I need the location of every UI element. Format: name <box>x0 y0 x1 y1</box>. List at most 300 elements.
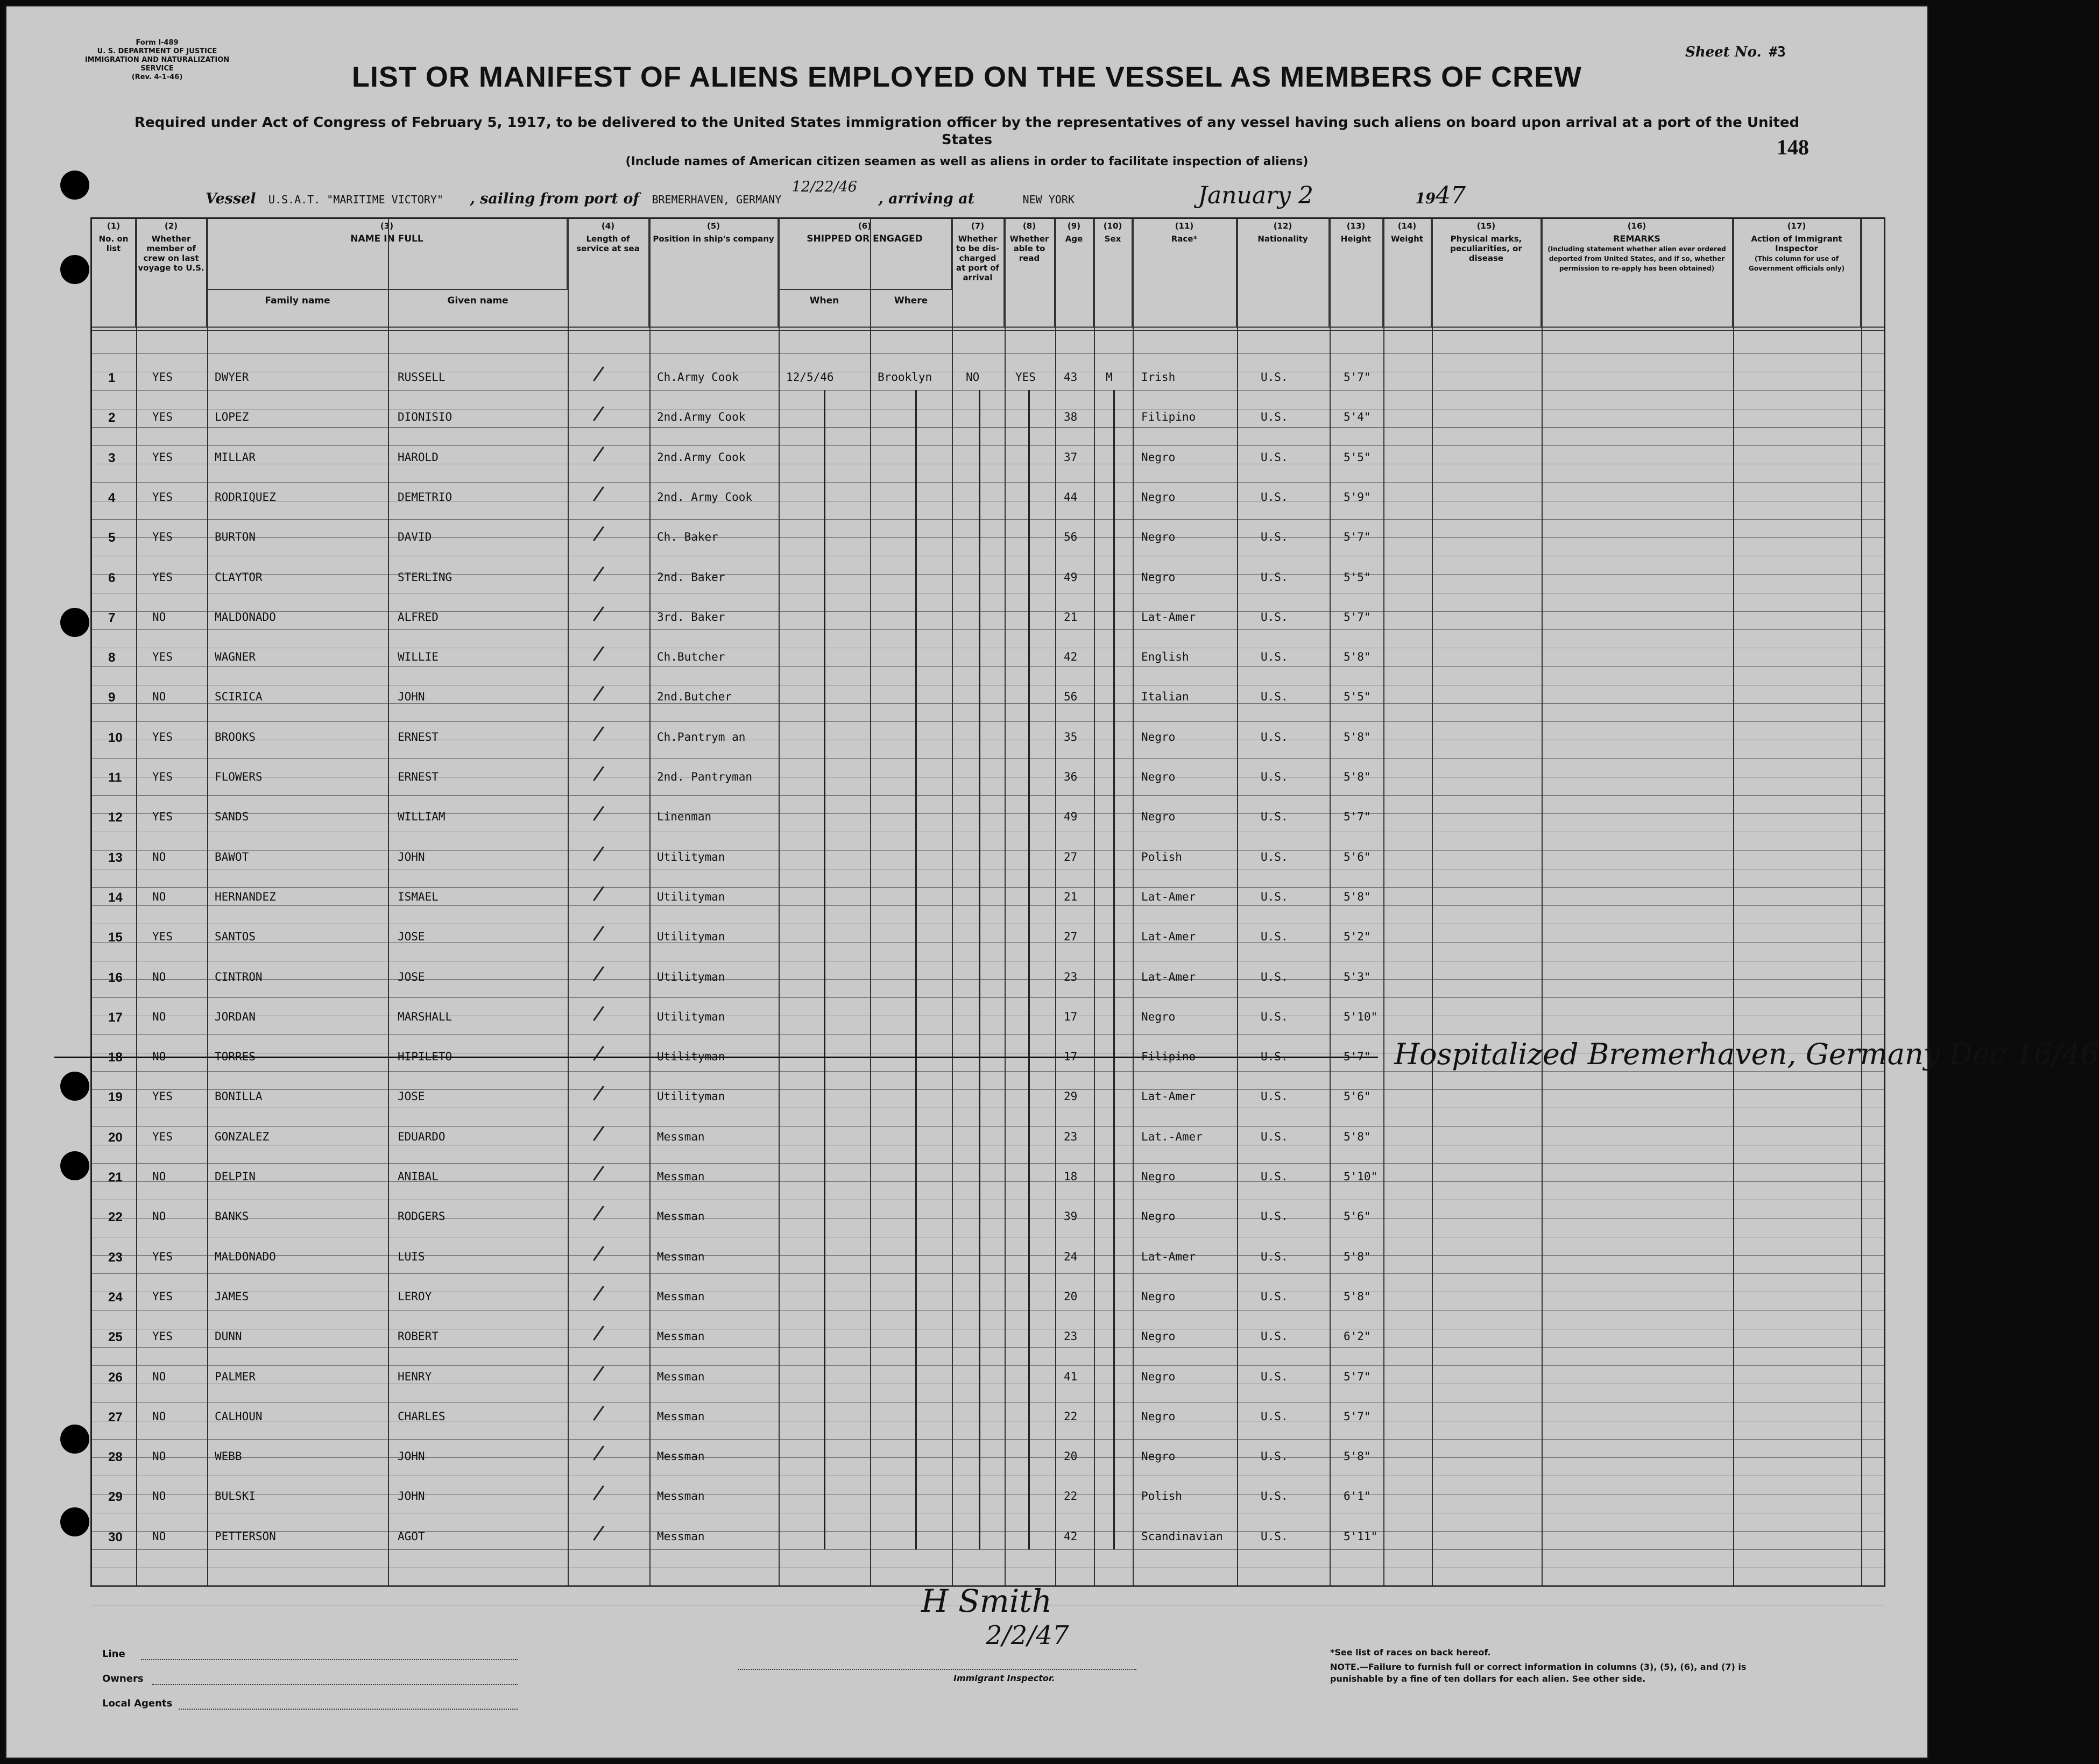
row-race: Polish <box>1141 850 1182 863</box>
col-header-marks: (15) Physical marks, peculiarities, or disease <box>1432 219 1542 327</box>
row-position: 2nd. Army Cook <box>657 490 753 504</box>
row-family-name: BURTON <box>215 530 256 544</box>
ditto-line <box>1113 390 1115 1549</box>
row-nationality: U.S. <box>1261 1050 1288 1064</box>
row-position: 2nd. Baker <box>657 570 725 584</box>
punch-hole <box>60 255 89 284</box>
row-height: 5'7" <box>1344 610 1371 624</box>
row-nationality: U.S. <box>1261 1529 1288 1543</box>
row-given-name: LEROY <box>398 1290 432 1303</box>
service-tick-mark <box>593 1406 604 1421</box>
row-position: Utilityman <box>657 890 725 903</box>
service-tick-mark <box>593 686 604 701</box>
page-number: 148 <box>1777 135 1809 159</box>
row-number: 28 <box>108 1450 123 1465</box>
row-nationality: U.S. <box>1261 1450 1288 1463</box>
row-position: Messman <box>657 1450 705 1463</box>
service-tick-mark <box>593 1126 604 1141</box>
row-race: Negro <box>1141 1010 1176 1023</box>
row-height: 5'4" <box>1344 410 1371 424</box>
subheader-family-name: Family name <box>265 295 330 306</box>
row-race: Negro <box>1141 1170 1176 1183</box>
row-nationality: U.S. <box>1261 1010 1288 1023</box>
row-position: Messman <box>657 1529 705 1543</box>
row-family-name: SANTOS <box>215 930 256 944</box>
row-race: Negro <box>1141 1409 1176 1423</box>
punch-hole <box>60 1425 89 1454</box>
row-family-name: MALDONADO <box>215 1250 276 1263</box>
row-number: 10 <box>108 730 123 745</box>
row-nationality: U.S. <box>1261 810 1288 824</box>
row-prev-voyage: NO <box>152 1450 166 1463</box>
row-position: Utilityman <box>657 850 725 863</box>
row-family-name: HERNANDEZ <box>215 890 276 903</box>
col-header-discharged: (7) Whether to be dis-charged at port of arrival <box>952 219 1005 327</box>
row-race: Negro <box>1141 1330 1176 1343</box>
col-header-name: (3) NAME IN FULL <box>207 219 568 289</box>
row-number: 21 <box>108 1170 123 1185</box>
row-family-name: CALHOUN <box>215 1409 263 1423</box>
row-height: 5'9" <box>1344 490 1371 504</box>
row-nationality: U.S. <box>1261 850 1288 863</box>
row-nationality: U.S. <box>1261 371 1288 384</box>
row-given-name: JOSE <box>398 1090 425 1103</box>
penalty-note: NOTE.—Failure to furnish full or correct information in columns (3), (5), (6), and (7) is punishable by a fine of ten dollars for each alien. See other side. <box>1330 1662 1747 1684</box>
row-race: Lat.-Amer <box>1141 1130 1203 1143</box>
row-prev-voyage: YES <box>152 930 173 944</box>
row-race: Filipino <box>1141 410 1196 424</box>
row-age: 17 <box>1064 1010 1078 1023</box>
row-given-name: CHARLES <box>398 1409 446 1423</box>
row-nationality: U.S. <box>1261 930 1288 944</box>
row-race: Negro <box>1141 1210 1176 1223</box>
row-height: 5'11" <box>1344 1529 1378 1543</box>
row-position: Messman <box>657 1370 705 1383</box>
row-family-name: JORDAN <box>215 1010 256 1023</box>
punch-hole <box>60 1072 89 1101</box>
owners-label: Owners <box>102 1673 144 1684</box>
row-family-name: BONILLA <box>215 1090 263 1103</box>
row-number: 15 <box>108 930 123 945</box>
row-position: 2nd. Pantryman <box>657 770 753 783</box>
row-given-name: JOSE <box>398 930 425 944</box>
row-position: Linenman <box>657 810 712 824</box>
row-position: Utilityman <box>657 930 725 944</box>
row-prev-voyage: YES <box>152 371 173 384</box>
row-nationality: U.S. <box>1261 410 1288 424</box>
row-nationality: U.S. <box>1261 1330 1288 1343</box>
row-given-name: ERNEST <box>398 770 439 783</box>
subtitle: Required under Act of Congress of February 5, 1917, to be delivered to the United States immigration officer by the representatives of any vessel having such aliens on board upon arrival at a port of the United States <box>134 115 1800 148</box>
row-prev-voyage: YES <box>152 1330 173 1343</box>
row-age: 21 <box>1064 890 1078 903</box>
row-nationality: U.S. <box>1261 770 1288 783</box>
row-nationality: U.S. <box>1261 730 1288 743</box>
row-number: 20 <box>108 1130 123 1145</box>
row-height: 5'8" <box>1344 1450 1371 1463</box>
local-agents-label: Local Agents <box>102 1698 173 1709</box>
row-position: Ch. Baker <box>657 530 718 544</box>
row-age: 29 <box>1064 1090 1078 1103</box>
row-family-name: FLOWERS <box>215 770 263 783</box>
row-prev-voyage: NO <box>152 1010 166 1023</box>
row-given-name: DIONISIO <box>398 410 453 424</box>
subheader-given-name: Given name <box>447 295 508 306</box>
service-tick-mark <box>593 606 604 621</box>
row-given-name: ANIBAL <box>398 1170 439 1183</box>
row-age: 56 <box>1064 690 1078 704</box>
row-age: 23 <box>1064 1130 1078 1143</box>
service-tick-mark <box>593 1485 604 1500</box>
row-nationality: U.S. <box>1261 610 1288 624</box>
service-tick-mark <box>593 1526 604 1541</box>
row-position: Messman <box>657 1330 705 1343</box>
row-number: 25 <box>108 1330 123 1345</box>
row-height: 5'6" <box>1344 1090 1371 1103</box>
row-number: 17 <box>108 1010 123 1025</box>
row-age: 24 <box>1064 1250 1078 1263</box>
row-prev-voyage: YES <box>152 570 173 584</box>
row-given-name: MARSHALL <box>398 1010 453 1023</box>
row-race: Lat-Amer <box>1141 610 1196 624</box>
row-given-name: ERNEST <box>398 730 439 743</box>
row-prev-voyage: NO <box>152 890 166 903</box>
row-family-name: JAMES <box>215 1290 249 1303</box>
subtitle-note: (Include names of American citizen seamen as well as aliens in order to facilitate inspection of aliens) <box>625 155 1309 168</box>
row-race: Negro <box>1141 1290 1176 1303</box>
row-position: Utilityman <box>657 1010 725 1023</box>
row-given-name: HAROLD <box>398 450 439 464</box>
page-title: LIST OR MANIFEST OF ALIENS EMPLOYED ON THE VESSEL AS MEMBERS OF CREW <box>351 61 1582 93</box>
row-given-name: EDUARDO <box>398 1130 446 1143</box>
row-family-name: SCIRICA <box>215 690 263 704</box>
row-nationality: U.S. <box>1261 450 1288 464</box>
row-height: 6'2" <box>1344 1330 1371 1343</box>
row-race: Lat-Amer <box>1141 1090 1196 1103</box>
ditto-line <box>979 390 980 1549</box>
ditto-line <box>824 390 825 1549</box>
service-tick-mark <box>593 526 604 541</box>
ditto-line <box>915 390 917 1549</box>
row-family-name: TORRES <box>215 1050 256 1064</box>
row-shipped-where: Brooklyn <box>878 371 932 384</box>
row-race: Filipino <box>1141 1050 1196 1064</box>
row-number: 23 <box>108 1250 123 1265</box>
row-prev-voyage: NO <box>152 690 166 704</box>
service-tick-mark <box>593 1326 604 1341</box>
row-family-name: SANDS <box>215 810 249 824</box>
row-family-name: DELPIN <box>215 1170 256 1183</box>
service-tick-mark <box>593 646 604 661</box>
subheader-when: When <box>809 295 839 306</box>
service-tick-mark <box>593 1446 604 1461</box>
row-position: Messman <box>657 1210 705 1223</box>
service-tick-mark <box>593 366 604 381</box>
row-position: Messman <box>657 1290 705 1303</box>
row-prev-voyage: NO <box>152 1210 166 1223</box>
row-number: 14 <box>108 890 123 905</box>
row-race: Negro <box>1141 490 1176 504</box>
service-tick-mark <box>593 726 604 741</box>
row-given-name: AGOT <box>398 1529 425 1543</box>
row-family-name: DWYER <box>215 371 249 384</box>
row-race: Negro <box>1141 450 1176 464</box>
punch-hole <box>60 171 89 200</box>
manifest-sheet <box>5 5 2099 1759</box>
row-given-name: DEMETRIO <box>398 490 453 504</box>
arriving-port: NEW YORK <box>1022 193 1075 206</box>
row-number: 3 <box>108 450 116 465</box>
row-height: 5'5" <box>1344 690 1371 704</box>
row-race: English <box>1141 650 1189 664</box>
row-given-name: RUSSELL <box>398 371 446 384</box>
col-header-weight: (14) Weight <box>1383 219 1432 327</box>
service-tick-mark <box>593 1166 604 1181</box>
row-prev-voyage: YES <box>152 650 173 664</box>
row-given-name: LUIS <box>398 1250 425 1263</box>
row-family-name: PETTERSON <box>215 1529 276 1543</box>
row-race: Negro <box>1141 810 1176 824</box>
service-tick-mark <box>593 926 604 941</box>
arrival-date: January 2 <box>1198 182 1313 209</box>
row-prev-voyage: NO <box>152 1529 166 1543</box>
row-prev-voyage: NO <box>152 850 166 863</box>
row-family-name: BAWOT <box>215 850 249 863</box>
row-height: 5'7" <box>1344 1050 1371 1064</box>
row-prev-voyage: YES <box>152 730 173 743</box>
row-nationality: U.S. <box>1261 1290 1288 1303</box>
row-prev-voyage: NO <box>152 610 166 624</box>
row-race: Negro <box>1141 730 1176 743</box>
col-header-age: (9) Age <box>1055 219 1094 327</box>
row-given-name: STERLING <box>398 570 453 584</box>
row-given-name: JOHN <box>398 690 425 704</box>
row-race: Negro <box>1141 1370 1176 1383</box>
row-age: 42 <box>1064 1529 1078 1543</box>
row-age: 39 <box>1064 1210 1078 1223</box>
row-number: 29 <box>108 1490 123 1505</box>
form-identifier: Form I-489 U. S. DEPARTMENT OF JUSTICE IMMIGRATION AND NATURALIZATION SERVICE (Rev. 4-1-46) <box>84 39 230 81</box>
punch-hole <box>60 1507 89 1536</box>
row-number: 8 <box>108 650 116 665</box>
row-race: Lat-Amer <box>1141 1250 1196 1263</box>
service-tick-mark <box>593 886 604 901</box>
row-position: 2nd.Butcher <box>657 690 732 704</box>
row-age: 38 <box>1064 410 1078 424</box>
row-age: 23 <box>1064 1330 1078 1343</box>
col-header-race: (11) Race* <box>1133 219 1237 327</box>
sailing-date: 12/22/46 <box>791 179 857 195</box>
row-race: Irish <box>1141 371 1176 384</box>
sheet-number: Sheet No. #3 <box>1685 44 1786 60</box>
row-number: 4 <box>108 490 116 505</box>
service-tick-mark <box>593 447 604 462</box>
vessel-line: Vessel U.S.A.T. "MARITIME VICTORY" , sailing from port of BREMERHAVEN, GERMANY 12/22/46 , arriving at NEW YORK January 2 1947 <box>206 179 1466 209</box>
row-height: 5'7" <box>1344 371 1371 384</box>
row-number: 30 <box>108 1529 123 1545</box>
row-race: Negro <box>1141 530 1176 544</box>
row-height: 5'8" <box>1344 890 1371 903</box>
row-given-name: JOSE <box>398 970 425 983</box>
row-number: 5 <box>108 530 116 546</box>
row-height: 5'8" <box>1344 1250 1371 1263</box>
row-position: Ch.Army Cook <box>657 371 739 384</box>
row-prev-voyage: YES <box>152 1250 173 1263</box>
row-given-name: HIPILETO <box>398 1050 453 1064</box>
col-header-read: (8) Whether able to read <box>1005 219 1055 327</box>
row-age: 22 <box>1064 1409 1078 1423</box>
row-position: Messman <box>657 1130 705 1143</box>
row-family-name: DUNN <box>215 1330 242 1343</box>
row-prev-voyage: NO <box>152 1050 166 1064</box>
row-prev-voyage: YES <box>152 1130 173 1143</box>
row-position: 2nd.Army Cook <box>657 410 746 424</box>
row-age: 27 <box>1064 850 1078 863</box>
row-family-name: WAGNER <box>215 650 256 664</box>
row-shipped-when: 12/5/46 <box>786 371 834 384</box>
row-position: 2nd.Army Cook <box>657 450 746 464</box>
row-strikethrough <box>54 1057 1378 1058</box>
row-prev-voyage: YES <box>152 810 173 824</box>
row-age: 35 <box>1064 730 1078 743</box>
row-nationality: U.S. <box>1261 1210 1288 1223</box>
row-given-name: ALFRED <box>398 610 439 624</box>
col-header-sex: (10) Sex <box>1094 219 1133 327</box>
sailing-port: BREMERHAVEN, GERMANY <box>652 193 782 206</box>
handwritten-remark: Hospitalized Bremerhaven, Germany Dec 16/46 <box>1394 1037 2099 1072</box>
row-nationality: U.S. <box>1261 1490 1288 1503</box>
row-race: Negro <box>1141 570 1176 584</box>
row-given-name: WILLIE <box>398 650 439 664</box>
row-position: Ch.Pantrym an <box>657 730 746 743</box>
service-tick-mark <box>593 766 604 781</box>
row-number: 16 <box>108 970 123 985</box>
row-prev-voyage: YES <box>152 1290 173 1303</box>
row-race: Scandinavian <box>1141 1529 1223 1543</box>
row-prev-voyage: NO <box>152 970 166 983</box>
row-height: 5'8" <box>1344 1290 1371 1303</box>
row-height: 5'8" <box>1344 730 1371 743</box>
row-nationality: U.S. <box>1261 1090 1288 1103</box>
row-height: 5'8" <box>1344 770 1371 783</box>
row-number: 2 <box>108 410 116 426</box>
row-height: 5'5" <box>1344 570 1371 584</box>
row-number: 1 <box>108 371 116 385</box>
row-height: 5'10" <box>1344 1170 1378 1183</box>
row-number: 12 <box>108 810 123 825</box>
row-nationality: U.S. <box>1261 570 1288 584</box>
service-tick-mark <box>593 486 604 501</box>
row-prev-voyage: NO <box>152 1370 166 1383</box>
row-family-name: RODRIQUEZ <box>215 490 276 504</box>
row-given-name: ROBERT <box>398 1330 439 1343</box>
row-number: 11 <box>108 770 122 785</box>
row-number: 7 <box>108 610 116 625</box>
row-race: Lat-Amer <box>1141 970 1196 983</box>
crew-table <box>90 217 2099 1587</box>
row-race: Lat-Amer <box>1141 890 1196 903</box>
row-age: 36 <box>1064 770 1078 783</box>
service-tick-mark <box>593 1006 604 1021</box>
col-header-remarks: (16) REMARKS (Including statement whether alien ever ordered deported from United States, and if so, whether permission to re-apply has been obtained) <box>1542 219 1733 327</box>
row-number: 22 <box>108 1210 123 1225</box>
row-number: 6 <box>108 570 116 585</box>
col-header-action: (17) Action of Immigrant Inspector (This column for use of Government officials only) <box>1733 219 1861 327</box>
row-number: 9 <box>108 690 116 705</box>
service-tick-mark <box>593 1366 604 1381</box>
row-position: Utilityman <box>657 1050 725 1064</box>
row-given-name: JOHN <box>398 850 425 863</box>
row-age: 17 <box>1064 1050 1078 1064</box>
row-sex: M <box>1106 371 1113 384</box>
row-age: 37 <box>1064 450 1078 464</box>
row-number: 24 <box>108 1290 123 1305</box>
row-family-name: BANKS <box>215 1210 249 1223</box>
row-height: 5'8" <box>1344 650 1371 664</box>
row-nationality: U.S. <box>1261 1370 1288 1383</box>
row-family-name: CINTRON <box>215 970 263 983</box>
row-prev-voyage: YES <box>152 450 173 464</box>
vessel-name: U.S.A.T. "MARITIME VICTORY" <box>268 193 444 206</box>
row-given-name: RODGERS <box>398 1210 446 1223</box>
row-family-name: MALDONADO <box>215 610 276 624</box>
row-position: 3rd. Baker <box>657 610 725 624</box>
row-family-name: WEBB <box>215 1450 242 1463</box>
row-given-name: ISMAEL <box>398 890 439 903</box>
row-prev-voyage: NO <box>152 1490 166 1503</box>
inspector-label: Immigrant Inspector. <box>953 1673 1055 1683</box>
row-nationality: U.S. <box>1261 970 1288 983</box>
row-given-name: DAVID <box>398 530 432 544</box>
row-given-name: JOHN <box>398 1450 425 1463</box>
row-given-name: HENRY <box>398 1370 432 1383</box>
row-number: 18 <box>108 1050 123 1065</box>
row-position: Utilityman <box>657 1090 725 1103</box>
row-age: 27 <box>1064 930 1078 944</box>
punch-hole <box>60 1151 89 1180</box>
row-age: 23 <box>1064 970 1078 983</box>
row-nationality: U.S. <box>1261 650 1288 664</box>
row-age: 49 <box>1064 810 1078 824</box>
line-label: Line <box>102 1648 125 1660</box>
row-race: Italian <box>1141 690 1189 704</box>
row-prev-voyage: YES <box>152 530 173 544</box>
row-prev-voyage: YES <box>152 1090 173 1103</box>
col-header-service: (4) Length of service at sea <box>568 219 649 327</box>
row-height: 5'5" <box>1344 450 1371 464</box>
row-able-to-read: YES <box>1015 371 1036 384</box>
row-family-name: MILLAR <box>215 450 256 464</box>
row-nationality: U.S. <box>1261 1409 1288 1423</box>
row-race: Negro <box>1141 770 1176 783</box>
row-nationality: U.S. <box>1261 530 1288 544</box>
row-number: 26 <box>108 1370 123 1385</box>
row-nationality: U.S. <box>1261 490 1288 504</box>
row-age: 43 <box>1064 371 1078 384</box>
row-family-name: PALMER <box>215 1370 256 1383</box>
row-race: Negro <box>1141 1450 1176 1463</box>
row-age: 56 <box>1064 530 1078 544</box>
row-family-name: BULSKI <box>215 1490 256 1503</box>
subheader-where: Where <box>894 295 928 306</box>
row-position: Messman <box>657 1490 705 1503</box>
row-race: Lat-Amer <box>1141 930 1196 944</box>
row-age: 41 <box>1064 1370 1078 1383</box>
service-tick-mark <box>593 1286 604 1301</box>
row-position: Messman <box>657 1250 705 1263</box>
row-nationality: U.S. <box>1261 1170 1288 1183</box>
row-height: 5'7" <box>1344 1409 1371 1423</box>
